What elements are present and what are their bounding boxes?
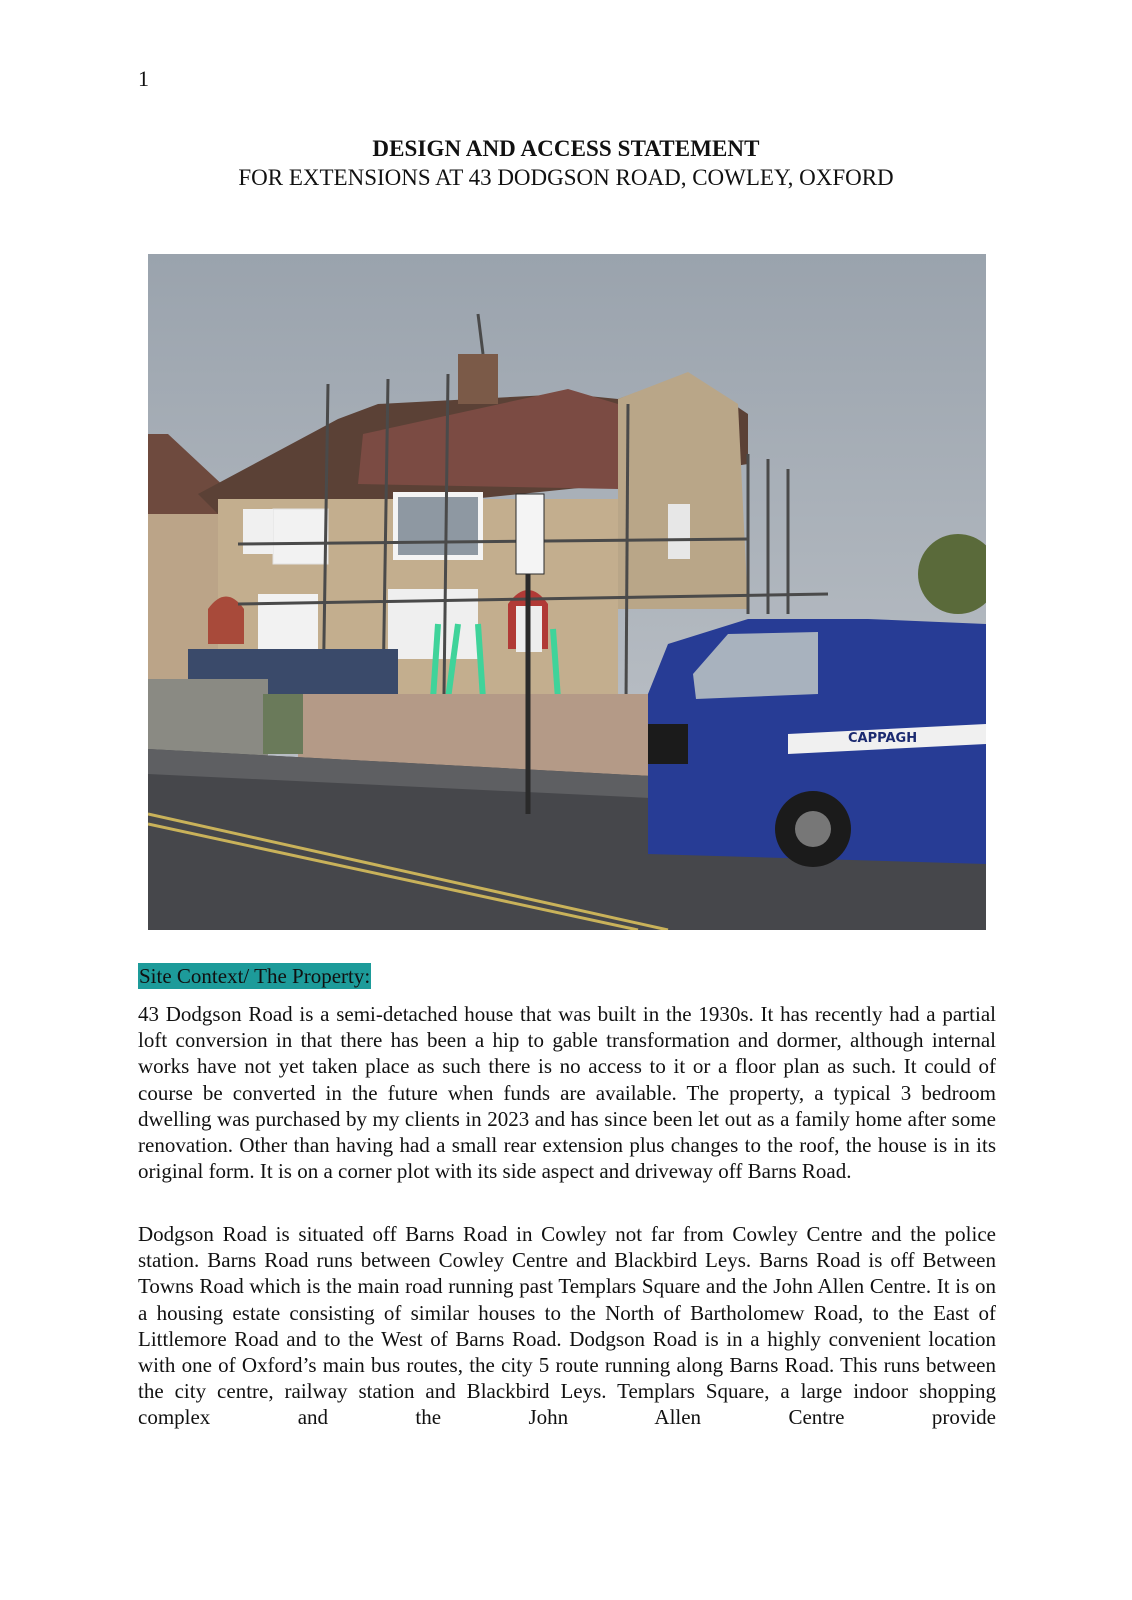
parking-sign bbox=[516, 494, 544, 574]
gate bbox=[263, 694, 303, 754]
window-glass bbox=[398, 497, 478, 555]
window bbox=[243, 509, 273, 554]
document-subtitle: FOR EXTENSIONS AT 43 DODGSON ROAD, COWLEY, OXFORD bbox=[238, 165, 894, 190]
gable-wall bbox=[618, 372, 748, 609]
paragraph-location bbox=[138, 1221, 996, 1439]
van-lettering: CAPPAGH bbox=[848, 731, 918, 746]
property-photo-illustration bbox=[148, 254, 986, 930]
chimney bbox=[458, 354, 498, 404]
paragraph-site-context bbox=[138, 1001, 996, 1192]
van-hub bbox=[795, 811, 831, 847]
section-heading: Site Context/ The Property: bbox=[139, 964, 371, 988]
paragraph: 43 Dodgson Road is a semi-detached house that was built in the 1930s. It has recently had a partial loft conversion in that there has been a hip to gable transformation and dormer, although internal works have not yet taken place as such there is no access to it or a floor plan as such. It could of course be converted in the future when funds are available. The property, a typical 3 bedroom dwelling was purchased by my clients in 2023 and has since been let out as a family home after some renovation. Other than having had a small rear extension plus changes to the roof, the house is in its original form. It is on a corner plot with its side aspect and driveway off Barns Road. bbox=[138, 1002, 996, 1184]
window bbox=[668, 504, 690, 559]
page-number: 1 bbox=[138, 66, 149, 91]
title-block bbox=[0, 134, 1132, 192]
document-title: DESIGN AND ACCESS STATEMENT bbox=[372, 136, 760, 161]
property-photo bbox=[148, 254, 986, 930]
van-grille bbox=[648, 724, 688, 764]
window bbox=[273, 509, 328, 564]
paragraph: Dodgson Road is situated off Barns Road in Cowley not far from Cowley Centre and the police station. Barns Road runs between Cowley Centre and Blackbird Leys. Barns Road is off Between Towns Road which is the main road running past Templars Square and the John Allen Centre. It is on a housing estate consisting of similar houses to the North of Bartholomew Road, to the East of Littlemore Road and to the West of Barns Road. Dodgson Road is in a highly convenient location with one of Oxford’s main bus routes, the city 5 route running along Barns Road. This runs between the city centre, railway station and Blackbird Leys. Templars Square, a large indoor shopping complex and the John Allen Centre provide bbox=[138, 1222, 996, 1430]
